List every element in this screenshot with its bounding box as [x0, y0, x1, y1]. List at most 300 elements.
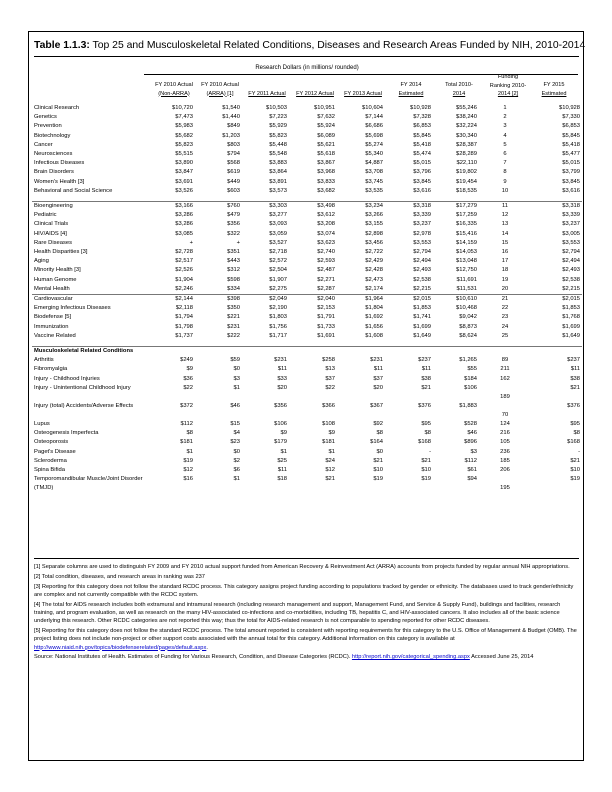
table-cell: $15,416: [456, 230, 477, 237]
table-cell: $106: [464, 384, 477, 391]
column-header: [387, 81, 435, 98]
table-row: [32, 466, 582, 475]
table-cell: -: [578, 448, 580, 455]
table-cell: $13,048: [456, 258, 477, 265]
table-cell: $11: [421, 366, 431, 373]
table-cell: $3,059: [269, 230, 287, 237]
notes-rule: [34, 558, 579, 559]
table-cell: $3,303: [242, 202, 289, 212]
table-cell: $2,538: [413, 276, 431, 283]
table-row: [32, 187, 582, 196]
table-cell: $21: [570, 457, 580, 464]
table-cell: $1: [328, 448, 335, 455]
table-cell: $351: [227, 249, 240, 256]
table-cell: $2,287: [317, 285, 335, 292]
column-header-line: [244, 81, 290, 90]
table-cell: $6,853: [413, 123, 431, 130]
table-cell: $2,517: [175, 258, 193, 265]
table-cell: $36: [183, 375, 193, 382]
table-row: [32, 168, 582, 177]
table-cell: $7,330: [562, 114, 580, 121]
column-header: [151, 81, 197, 98]
table-cell: $112: [464, 457, 477, 464]
table-cell: 13: [501, 221, 509, 228]
table-cell: $2,487: [317, 267, 335, 274]
table-cell: $398: [195, 295, 242, 305]
table-cell: $8: [376, 430, 383, 437]
table-cell: $13: [325, 366, 335, 373]
table-cell: 14: [501, 230, 509, 237]
table-cell: $803: [227, 141, 240, 148]
table-cell: $20: [277, 384, 287, 391]
table-page: [28, 31, 584, 761]
table-cell: $366: [322, 402, 335, 409]
table-cell: $184: [464, 375, 477, 382]
table-cell: $1,649: [413, 332, 431, 339]
table-cell: $1,540: [222, 105, 240, 111]
table-cell: $1,964: [337, 295, 385, 305]
table-cell: $10,468: [456, 305, 477, 312]
table-cell: 25: [501, 332, 509, 339]
funding-table: [32, 104, 582, 493]
table-cell: $3,883: [269, 160, 287, 167]
biodefense-link[interactable]: http://www.niaid.nih.gov/topics/biodefenserelated/pages/default.aspx: [34, 644, 207, 651]
table-cell: $10,503: [266, 105, 287, 111]
table-cell: $28,289: [456, 151, 477, 158]
table-cell: $3,553: [413, 239, 431, 246]
table-cell: $322: [227, 230, 240, 237]
table-cell: $1,791: [317, 314, 335, 321]
table-cell: $6,853: [562, 123, 580, 130]
source-text: Source: National Institutes of Health. Estimates of Funding for Various Research, Condition, and Disease Categories (RCDC).: [34, 654, 352, 661]
table-cell: 89: [501, 357, 509, 364]
table-cell: $16,335: [456, 221, 477, 228]
table-row: [32, 295, 582, 305]
table-cell: $3,166: [148, 202, 195, 212]
table-cell: 216: [500, 430, 510, 437]
table-cell: $17,259: [456, 212, 477, 219]
table-cell: $181: [322, 439, 335, 446]
table-cell: $372: [180, 402, 193, 409]
row-label: Cancer: [34, 141, 53, 148]
table-cell: $21: [373, 457, 383, 464]
row-label: Emerging Infectious Diseases: [34, 305, 111, 312]
row-label: Pediatric: [34, 212, 57, 219]
table-cell: $2,118: [175, 305, 193, 312]
table-cell: $18: [277, 476, 287, 483]
table-cell: $20: [373, 384, 383, 391]
table-cell: $2,794: [413, 249, 431, 256]
column-header: [291, 81, 339, 98]
table-cell: $1,853: [562, 305, 580, 312]
table-cell: $1,741: [413, 314, 431, 321]
table-cell: $6: [233, 466, 240, 473]
table-cell: $237: [418, 357, 431, 364]
column-header-line: Total 2010-: [445, 82, 473, 88]
title-rule: [34, 56, 579, 57]
table-row: [32, 304, 582, 313]
table-cell: 5: [503, 141, 507, 148]
row-label: Lupus: [34, 420, 50, 427]
row-label: HIV/AIDS [4]: [34, 230, 67, 237]
column-header-line: FY 2011 Actual: [248, 90, 286, 97]
table-cell: $3,208: [317, 221, 335, 228]
table-cell: $237: [567, 357, 580, 364]
table-cell: 70: [501, 411, 509, 418]
table-row: [32, 248, 582, 257]
table-cell: +: [189, 239, 193, 246]
column-header-line: FY 2014: [400, 82, 422, 88]
table-cell: $1: [186, 448, 193, 455]
row-label: Health Disparities [3]: [34, 249, 88, 256]
row-label: Rare Diseases: [34, 239, 73, 246]
table-cell: $2,572: [269, 258, 287, 265]
table-cell: $3: [233, 375, 240, 382]
table-cell: 3: [503, 123, 507, 130]
table-row: [32, 323, 582, 332]
table-cell: $9: [280, 430, 287, 437]
table-cell: $5,474: [413, 151, 431, 158]
table-cell: $46: [467, 430, 477, 437]
table-cell: $3,682: [317, 187, 335, 194]
table-cell: $1,656: [365, 323, 383, 330]
row-label: Bioengineering: [32, 202, 148, 212]
table-cell: $3,745: [365, 178, 383, 185]
table-cell: $443: [227, 258, 240, 265]
table-cell: $21: [570, 384, 580, 391]
row-label: Vaccine Related: [34, 332, 76, 339]
table-cell: $19,454: [456, 178, 477, 185]
table-cell: $5,698: [365, 132, 383, 139]
table-cell: $5,823: [269, 132, 287, 139]
table-cell: $108: [322, 420, 335, 427]
table-cell: $19: [373, 476, 383, 483]
table-cell: 4: [503, 132, 507, 139]
table-cell: $92: [373, 420, 383, 427]
table-cell: $598: [227, 276, 240, 283]
table-cell: $3,286: [175, 212, 193, 219]
table-cell: $1,768: [562, 314, 580, 321]
table-cell: 124: [500, 420, 510, 427]
table-cell: 7: [503, 160, 507, 167]
table-row: [32, 429, 582, 438]
table-cell: $3,623: [317, 239, 335, 246]
table-cell: $9: [186, 366, 193, 373]
table-cell: $603: [227, 187, 240, 194]
table-cell: 23: [501, 314, 509, 321]
table-cell: $3,237: [413, 221, 431, 228]
table-cell: $168: [418, 439, 431, 446]
table-cell: $10: [373, 466, 383, 473]
table-cell: $11: [277, 366, 287, 373]
row-label: Biodefense [5]: [34, 314, 72, 321]
table-cell: $22,110: [456, 160, 477, 167]
table-cell: 12: [501, 212, 509, 219]
row-label: Clinical Trials: [34, 221, 69, 228]
table-cell: $22: [325, 384, 335, 391]
table-cell: $3,318: [531, 202, 582, 212]
table-cell: $30,340: [456, 132, 477, 139]
table-cell: $2,190: [269, 305, 287, 312]
column-header: [197, 81, 243, 98]
table-cell: $1: [233, 476, 240, 483]
row-label: Clinical Research: [34, 105, 80, 111]
table-cell: $3,573: [269, 187, 287, 194]
table-cell: $2,538: [562, 276, 580, 283]
table-cell: 11: [479, 202, 531, 212]
table-cell: $8: [573, 430, 580, 437]
table-cell: $112: [180, 420, 193, 427]
table-cell: $356: [227, 221, 240, 228]
table-cell: $3,890: [175, 160, 193, 167]
table-cell: $2,271: [317, 276, 335, 283]
table-cell: $2,153: [317, 305, 335, 312]
footnotes: [34, 563, 578, 663]
table-row: [32, 257, 582, 266]
table-cell: $356: [274, 402, 287, 409]
table-cell: $38: [421, 375, 431, 382]
table-cell: $5,682: [175, 132, 193, 139]
table-cell: $1,692: [365, 314, 383, 321]
table-cell: $5,515: [175, 151, 193, 158]
rcdc-link[interactable]: http://report.nih.gov/categorical_spending.aspx: [351, 654, 470, 661]
table-cell: $3,093: [269, 221, 287, 228]
table-cell: $19,802: [456, 169, 477, 176]
table-cell: $0: [233, 366, 240, 373]
table-cell: $3,708: [365, 169, 383, 176]
row-label: Infectious Diseases: [34, 160, 85, 167]
group-header: Research Dollars (in millions/ rounded): [255, 65, 359, 71]
table-cell: $2,174: [365, 285, 383, 292]
table-cell: $3,845: [562, 178, 580, 185]
row-label: Paget's Disease: [34, 448, 76, 455]
table-cell: $376: [567, 402, 580, 409]
table-cell: $350: [227, 305, 240, 312]
row-label: Cardiovascular: [32, 295, 148, 305]
table-cell: $17,279: [433, 202, 479, 212]
table-cell: 24: [501, 323, 509, 330]
table-cell: $5,015: [562, 160, 580, 167]
table-cell: $10,604: [362, 105, 383, 111]
table-cell: $12: [325, 466, 335, 473]
table-cell: +: [236, 239, 240, 246]
table-cell: $1,608: [365, 332, 383, 339]
table-cell: $8: [186, 430, 193, 437]
table-cell: $1,737: [175, 332, 193, 339]
table-cell: $258: [322, 357, 335, 364]
table-cell: $2,215: [413, 285, 431, 292]
table-cell: $1,804: [365, 305, 383, 312]
table-row: [32, 132, 582, 141]
table-cell: $1,883: [459, 402, 477, 409]
table-cell: $3,339: [413, 212, 431, 219]
table-cell: $32,224: [456, 123, 477, 130]
table-cell: $14,053: [456, 249, 477, 256]
table-cell: $19: [183, 457, 193, 464]
table-cell: $11: [277, 466, 287, 473]
table-cell: $1: [233, 384, 240, 391]
row-label: Injury - Unintentional Childhood Injury: [34, 384, 131, 391]
table-cell: $38: [570, 375, 580, 382]
table-cell: 10: [501, 187, 509, 194]
column-header-line: FY 2015: [543, 82, 565, 88]
table-cell: $33: [277, 375, 287, 382]
table-cell: $2,593: [317, 258, 335, 265]
table-cell: -: [429, 448, 431, 455]
table-cell: 1: [503, 105, 507, 111]
table-cell: 6: [503, 151, 507, 158]
table-cell: $11: [373, 366, 383, 373]
table-cell: 185: [500, 457, 510, 464]
table-cell: $2,015: [531, 295, 582, 305]
row-label: Behavioral and Social Science: [34, 187, 113, 194]
table-cell: 8: [503, 169, 507, 176]
table-row: [32, 356, 582, 365]
column-header: [529, 81, 579, 98]
row-label: Osteoporosis: [34, 439, 69, 446]
table-cell: $1,794: [175, 314, 193, 321]
table-cell: $3,456: [365, 239, 383, 246]
table-cell: $376: [418, 402, 431, 409]
table-cell: $479: [227, 212, 240, 219]
table-cell: $2,740: [317, 249, 335, 256]
table-cell: $5,340: [365, 151, 383, 158]
table-cell: 15: [501, 239, 509, 246]
note-5: [34, 627, 578, 652]
table-cell: $367: [370, 402, 383, 409]
table-row: [32, 420, 582, 429]
table-row: [32, 211, 582, 220]
table-cell: $2,718: [269, 249, 287, 256]
row-label: Osteogenesis Imperfecta: [34, 430, 99, 437]
table-cell: $10,610: [433, 295, 479, 305]
table-row: [32, 448, 582, 457]
table-cell: $3,845: [413, 178, 431, 185]
table-cell: $5,929: [269, 123, 287, 130]
table-cell: $1,265: [459, 357, 477, 364]
table-row: [32, 150, 582, 159]
table-cell: $7,144: [365, 114, 383, 121]
table-cell: $3,891: [269, 178, 287, 185]
table-cell: $7,632: [317, 114, 335, 121]
table-cell: $16: [183, 476, 193, 483]
row-label: Temporomandibular Muscle/Joint Disorder (TMJD): [34, 476, 143, 492]
column-header-line: FY 2012 Actual: [296, 90, 334, 97]
table-cell: $8,624: [459, 332, 477, 339]
table-cell: 206: [500, 466, 510, 473]
table-cell: $1,699: [413, 323, 431, 330]
table-cell: 22: [501, 305, 509, 312]
row-label: Fibromyalgia: [34, 366, 68, 373]
table-cell: $14,159: [456, 239, 477, 246]
table-cell: $10,928: [410, 105, 431, 111]
table-cell: $2,526: [175, 267, 193, 274]
column-header-line: Funding: [497, 74, 519, 80]
table-cell: $3,968: [317, 169, 335, 176]
table-row: [32, 375, 582, 384]
table-cell: 2: [503, 114, 507, 121]
table-cell: 189: [500, 393, 510, 400]
table-cell: $2,494: [562, 258, 580, 265]
table-cell: $7,223: [269, 114, 287, 121]
table-cell: 195: [500, 485, 510, 492]
table-cell: $1: [280, 448, 287, 455]
column-header-line: [339, 81, 387, 90]
table-cell: $3,526: [175, 187, 193, 194]
table-cell: $21: [421, 384, 431, 391]
table-row: [32, 230, 582, 239]
column-header: [339, 81, 387, 98]
table-cell: $3,527: [269, 239, 287, 246]
table-cell: $10: [421, 466, 431, 473]
table-cell: $2,215: [562, 285, 580, 292]
table-cell: $849: [227, 123, 240, 130]
table-cell: $28,387: [456, 141, 477, 148]
table-cell: $19: [421, 476, 431, 483]
table-cell: $3,339: [562, 212, 580, 219]
table-cell: $3,796: [413, 169, 431, 176]
column-header-line: Ranking 2010-: [489, 82, 527, 89]
table-cell: $46: [230, 402, 240, 409]
table-cell: $2,275: [269, 285, 287, 292]
table-cell: $3,498: [289, 202, 337, 212]
table-cell: $5,621: [317, 141, 335, 148]
table-cell: $9: [328, 430, 335, 437]
table-cell: $106: [274, 420, 287, 427]
table-cell: $2,493: [562, 267, 580, 274]
table-cell: $0: [233, 448, 240, 455]
table-cell: $3: [470, 448, 477, 455]
table-cell: $21: [325, 476, 335, 483]
section-header-row: [32, 347, 582, 357]
table-cell: $3,867: [317, 160, 335, 167]
table-cell: $37: [373, 375, 383, 382]
table-cell: $179: [274, 439, 287, 446]
table-cell: $7,473: [175, 114, 193, 121]
table-cell: $2,049: [242, 295, 289, 305]
table-cell: $3,266: [365, 212, 383, 219]
table-cell: $10: [570, 466, 580, 473]
table-cell: $38,240: [456, 114, 477, 121]
table-cell: $2,494: [413, 258, 431, 265]
table-cell: $3,847: [175, 169, 193, 176]
table-cell: $2,246: [175, 285, 193, 292]
table-cell: $5,618: [317, 151, 335, 158]
table-cell: 17: [501, 258, 509, 265]
row-label: Injury - Childhood Injuries: [34, 375, 100, 382]
table-cell: $896: [464, 439, 477, 446]
table-cell: $12,750: [456, 267, 477, 274]
table-row: [32, 220, 582, 229]
table-cell: $2,493: [413, 267, 431, 274]
table-cell: $1,907: [269, 276, 287, 283]
row-label: Scleroderma: [34, 457, 67, 464]
table-cell: $2,728: [175, 249, 193, 256]
note-2: [2] Total condition, diseases, and research areas in ranking was 237: [34, 573, 205, 580]
table-row: [32, 457, 582, 466]
table-row: [32, 104, 582, 113]
source-accessed: Accessed June 25, 2014: [469, 654, 534, 661]
row-label: Prevention: [34, 123, 62, 130]
table-cell: $1,440: [222, 114, 240, 121]
table-row: [32, 122, 582, 131]
table-cell: $37: [325, 375, 335, 382]
table-cell: $2,040: [289, 295, 337, 305]
table-cell: $55,246: [456, 105, 477, 111]
table-cell: $1,691: [317, 332, 335, 339]
table-row: [32, 178, 582, 187]
table-cell: $3,155: [365, 221, 383, 228]
